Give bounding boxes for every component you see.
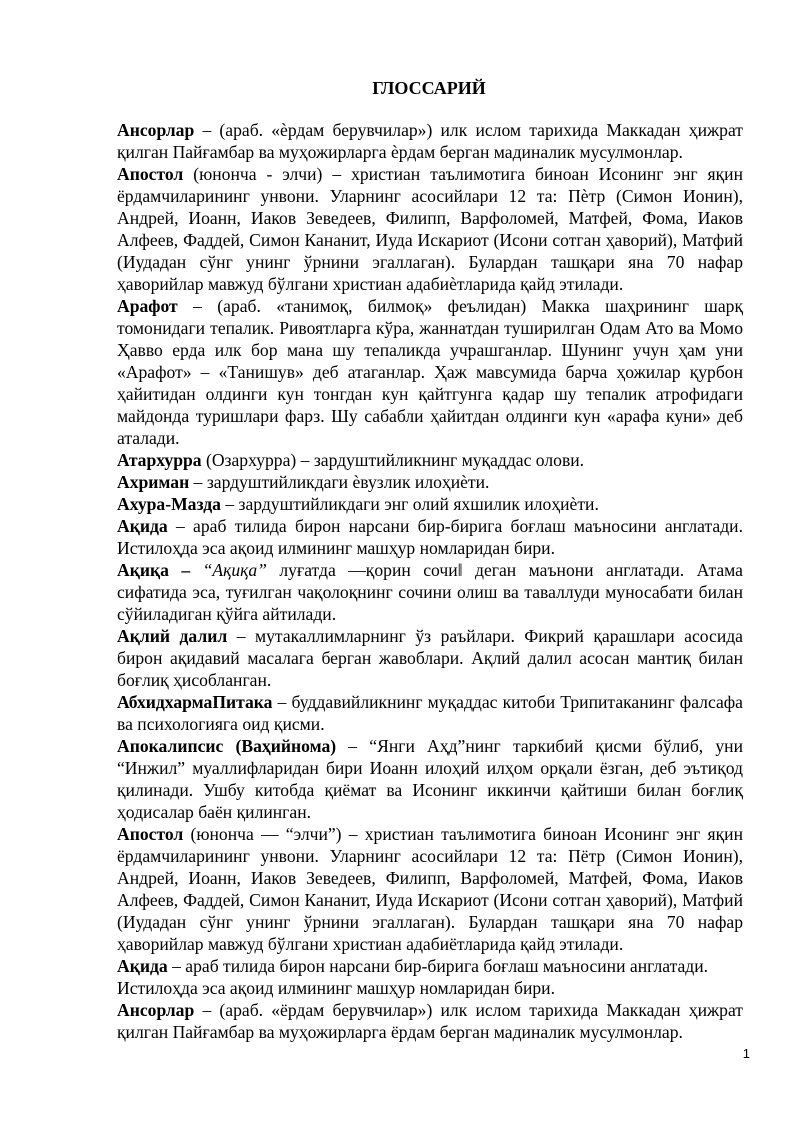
entry-emphasis: “Ақиқа” bbox=[202, 560, 267, 580]
entry-term: Ахура-Мазда bbox=[117, 494, 221, 514]
entry-definition: луғатда ―қорин сочи‖ деган маънони англатади. Атама сифатида эса, туғилган чақолоқнинг сочини олиш ва таваллуди муносабати билан сўйиладиган қўйга айтилади. bbox=[117, 560, 743, 624]
entry-term: Ақлий далил bbox=[117, 626, 228, 646]
glossary-entry-ansorlar bbox=[117, 119, 743, 163]
entry-definition: – араб тилида бирон нарсани бир-бирига боғлаш маъносини англатади. Истилоҳда эса ақоид илмининг машҳур номларидан бири. bbox=[117, 956, 709, 998]
entry-definition: – буддавийликнинг муқаддас китоби Трипитаканинг фалсафа ва психологияга оид қисми. bbox=[117, 692, 743, 734]
entry-term: Арафот bbox=[117, 296, 178, 316]
entry-definition: – (араб. «ѐрдам берувчилар») илк ислом тарихида Маккадан ҳижрат қилган Пайғамбар ва муҳожирларга ѐрдам берган мадиналик мусулмонлар. bbox=[117, 120, 743, 162]
page-number: 1 bbox=[742, 1046, 750, 1061]
glossary-entry-aqliy-dalil bbox=[117, 625, 743, 691]
entry-term: Ақида bbox=[117, 516, 168, 536]
entry-term: АбхидхармаПитака bbox=[117, 692, 273, 712]
entry-definition: – зардуштийликдаги энг олий яхшилик илоҳиѐти. bbox=[220, 494, 599, 514]
entry-term: Ақида bbox=[117, 956, 168, 976]
entry-definition: (юнонча - элчи) – христиан таълимотига биноан Исонинг энг яқин ёрдамчиларининг унвони. Уларнинг асосийлари 12 та: Пѐтр (Симон Ионин), Андрей, Иоанн, Иаков Зеведеев, Филипп, Варфоломей, Матфей, Фома, Иаков Алфеев, Фаддей, Симон Кананит, Иуда Искариот (Исони сотган ҳаворий), Матфий (Иудадан сўнг унинг ўрнини эгаллаган). Булардан ташқари яна 70 нафар ҳаворийлар мавжуд бўлгани христиан адабиѐтларида қайд этилади. bbox=[117, 164, 743, 294]
entry-term: Ахриман bbox=[117, 472, 190, 492]
entry-definition: – араб тилида бирон нарсани бир-бирига боғлаш маъносини англатади. Истилоҳда эса ақоид илмининг машҳур номларидан бири. bbox=[117, 516, 743, 558]
glossary-entry-akhura-mazda bbox=[117, 493, 743, 515]
entry-definition: (Озархурра) – зардуштийликнинг муқаддас олови. bbox=[201, 450, 585, 470]
glossary-body bbox=[117, 119, 743, 1043]
glossary-entry-apokalipsis bbox=[117, 735, 743, 823]
entry-term: Ансорлар bbox=[117, 120, 195, 140]
glossary-entry-aqida bbox=[117, 515, 743, 559]
entry-definition: – (араб. «ёрдам берувчилар») илк ислом тарихида Маккадан ҳижрат қилган Пайғамбар ва муҳожирларга ёрдам берган мадиналик мусулмонлар. bbox=[117, 1000, 743, 1042]
page-title: ГЛОССАРИЙ bbox=[372, 78, 486, 98]
glossary-entry-aqida-2 bbox=[117, 955, 743, 999]
glossary-entry-apostol-2 bbox=[117, 823, 743, 955]
entry-definition: – мутакаллимларнинг ўз раъйлари. Фикрий қарашлари асосида бирон ақидавий масалага берган жавоблари. Ақлий далил асосан мантиқ билан боғлиқ ҳисобланган. bbox=[117, 626, 743, 690]
entry-definition: – (араб. «танимоқ, билмоқ» феълидан) Макка шаҳрининг шарқ томонидаги тепалик. Ривоятларга кўра, жаннатдан туширилган Одам Ато ва Момо Ҳавво ерда илк бор мана шу тепаликда учрашганлар. Шунинг учун ҳам уни «Арафот» – «Танишув» деб атаганлар. Ҳаж мавсумида барча ҳожилар қурбон ҳайитидан олдинги кун тонгдан кун қайтгунга қадар шу тепалик атрофидаги майдонда туришлари фарз. Шу сабабли ҳайитдан олдинги кун «арафа куни» деб аталади. bbox=[117, 296, 743, 448]
glossary-entry-akhriman bbox=[117, 471, 743, 493]
glossary-entry-atarkhurra bbox=[117, 449, 743, 471]
entry-term: Апостол bbox=[117, 824, 184, 844]
glossary-entry-apostol bbox=[117, 163, 743, 295]
glossary-entry-aqiqa bbox=[117, 559, 743, 625]
entry-definition: – зардуштийликдаги ѐвузлик илоҳиѐти. bbox=[189, 472, 490, 492]
entry-term: Апокалипсис (Ваҳийнома) bbox=[117, 736, 337, 756]
entry-term: Апостол bbox=[117, 164, 184, 184]
glossary-entry-arafot bbox=[117, 295, 743, 449]
entry-term: Атархурра bbox=[117, 450, 202, 470]
glossary-entry-ansorlar-2 bbox=[117, 999, 743, 1043]
entry-definition: – “Янги Аҳд”нинг таркибий қисми бўлиб, уни “Инжил” муаллифларидан бири Иоанн илоҳий илҳом орқали ёзган, деб эътиқод қилинади. Ушбу китобда қиёмат ва Исонинг иккинчи қайтиши билан боғлиқ ҳодисалар баён қилинган. bbox=[117, 736, 743, 822]
entry-term: Ансорлар bbox=[117, 1000, 195, 1020]
entry-definition: (юнонча — “элчи”) – христиан таълимотига биноан Исонинг энг яқин ёрдамчиларининг унвони. Уларнинг асосийлари 12 та: Пётр (Симон Ионин), Андрей, Иоанн, Иаков Зеведеев, Филипп, Варфоломей, Матфей, Фома, Иаков Алфеев, Фаддей, Симон Кананит, Иуда Искариот (Исони сотган ҳаворий), Матфий (Иудадан сўнг унинг ўрнини эгаллаган). Булардан ташқари яна 70 нафар ҳаворийлар мавжуд бўлгани христиан адабиётларида қайд этилади. bbox=[117, 824, 743, 954]
entry-term: Ақиқа – bbox=[117, 560, 191, 580]
glossary-entry-abhidharma-pitaka bbox=[117, 691, 743, 735]
